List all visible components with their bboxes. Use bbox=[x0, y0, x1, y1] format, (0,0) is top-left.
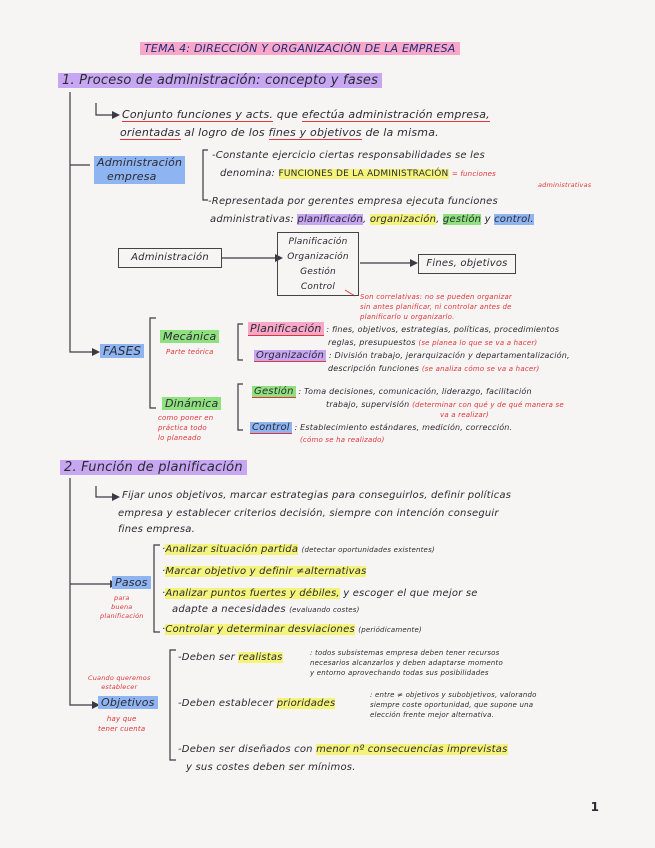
planificacion-row: Planificación : fines, objetivos, estrategias, políticas, procedimientos bbox=[250, 322, 560, 335]
diagram-fn-gestion: Gestión bbox=[300, 267, 336, 277]
section-2-heading: 2. Función de planificación bbox=[60, 460, 247, 475]
control-row: Control : Establecimiento estándares, medición, corrección. bbox=[252, 422, 513, 433]
organizacion-row: Organización : División trabajo, jerarquización y departamentalización, bbox=[256, 350, 570, 361]
objetivos-label: Objetivos bbox=[98, 696, 158, 709]
paso-4: ·Controlar y determinar desviaciones (periódicamente) bbox=[162, 624, 422, 635]
mecanica-label: Mecánica bbox=[160, 330, 219, 343]
objetivos-sub: hay que tener cuenta bbox=[98, 715, 146, 733]
page-number: 1 bbox=[590, 800, 599, 814]
admin-point-1b: denomina: FUNCIONES DE LA ADMINISTRACIÓN = funciones bbox=[220, 168, 496, 179]
dinamica-label: Dinámica bbox=[162, 397, 221, 410]
diagram-admin-box: Administración bbox=[118, 248, 222, 268]
gestion-row-3: va a realizar) bbox=[440, 411, 489, 419]
paso-1: ·Analizar situación partida (detectar oportunidades existentes) bbox=[162, 544, 435, 555]
objetivo-3: -Deben ser diseñados con menor nº consecuencias imprevistas bbox=[178, 744, 508, 755]
admin-note-2: administrativas bbox=[538, 181, 592, 189]
admin-point-1: -Constante ejercicio ciertas responsabilidades se les bbox=[212, 150, 485, 161]
mecanica-sub: Parte teórica bbox=[166, 348, 214, 356]
pasos-sub: para buena planificación bbox=[100, 594, 144, 620]
objetivo-1: -Deben ser realistas bbox=[178, 652, 283, 663]
organizacion-row-2: descripción funciones (se analiza cómo se va a hacer) bbox=[328, 364, 540, 373]
admin-empresa-label: Administración empresa bbox=[94, 156, 185, 184]
gestion-row-2: trabajo, supervisión (determinar con qué y de qué manera se bbox=[326, 400, 564, 409]
planificacion-row-2: reglas, presupuestos (se planea lo que se va a hacer) bbox=[328, 338, 538, 347]
page-title: TEMA 4: DIRECCIÓN Y ORGANIZACIÓN DE LA EMPRESA bbox=[140, 42, 460, 55]
diagram-fn-planificacion: Planificación bbox=[288, 237, 348, 247]
s2-definition-3: fines empresa. bbox=[118, 524, 195, 535]
section-1-heading: 1. Proceso de administración: concepto y fases bbox=[58, 73, 382, 88]
admin-point-2b: administrativas: planificación, organización, gestión y control. bbox=[210, 214, 534, 225]
objetivo-2: -Deben establecer prioridades bbox=[178, 698, 336, 709]
paso-2: ·Marcar objetivo y definir ≠alternativas bbox=[162, 566, 367, 577]
admin-point-2: -Representada por gerentes empresa ejecuta funciones bbox=[208, 196, 498, 207]
diagram-note: Son correlativas: no se pueden organizar sin antes planificar, ni controlar antes de planificarlo u organizarlo. bbox=[360, 293, 513, 321]
paso-3b: adapte a necesidades (evaluando costes) bbox=[172, 604, 360, 615]
fases-label: FASES bbox=[100, 344, 144, 358]
paso-3: ·Analizar puntos fuertes y débiles, y escoger el que mejor se bbox=[162, 588, 478, 599]
objetivos-side-note: Cuando queremos establecer bbox=[88, 674, 151, 691]
diagram-fn-control: Control bbox=[300, 282, 336, 292]
s1-definition-line-1: Conjunto funciones y acts. que efectúa administración empresa, bbox=[122, 108, 490, 121]
diagram-functions-box bbox=[277, 232, 359, 296]
diagram-fn-organizacion: Organización bbox=[287, 252, 349, 262]
dinamica-sub: como poner en práctica todo lo planeado bbox=[158, 414, 214, 442]
s2-definition-1: Fijar unos objetivos, marcar estrategias para conseguirlos, definir políticas bbox=[122, 490, 512, 501]
objetivo-2-note: : entre ≠ objetivos y subobjetivos, valorando siempre coste oportunidad, que supone una elección frente mejor alternativa. bbox=[370, 691, 537, 719]
s2-definition-2: empresa y establecer criterios decisión, siempre con intención conseguir bbox=[118, 508, 499, 519]
s1-definition-line-2: orientadas al logro de los fines y objetivos de la misma. bbox=[120, 126, 439, 139]
objetivo-3b: y sus costes deben ser mínimos. bbox=[186, 762, 356, 773]
pasos-label: Pasos bbox=[112, 576, 151, 589]
diagram-goals-box: Fines, objetivos bbox=[418, 254, 516, 274]
control-row-2: (cómo se ha realizado) bbox=[300, 436, 385, 444]
objetivo-1-note: : todos subsistemas empresa deben tener recursos necesarios alcanzarlos y deben adaptarse momento y entorno aprovechando todas sus posibilidades bbox=[310, 649, 503, 677]
gestion-row: Gestión : Toma decisiones, comunicación, liderazgo, facilitación bbox=[254, 386, 532, 397]
